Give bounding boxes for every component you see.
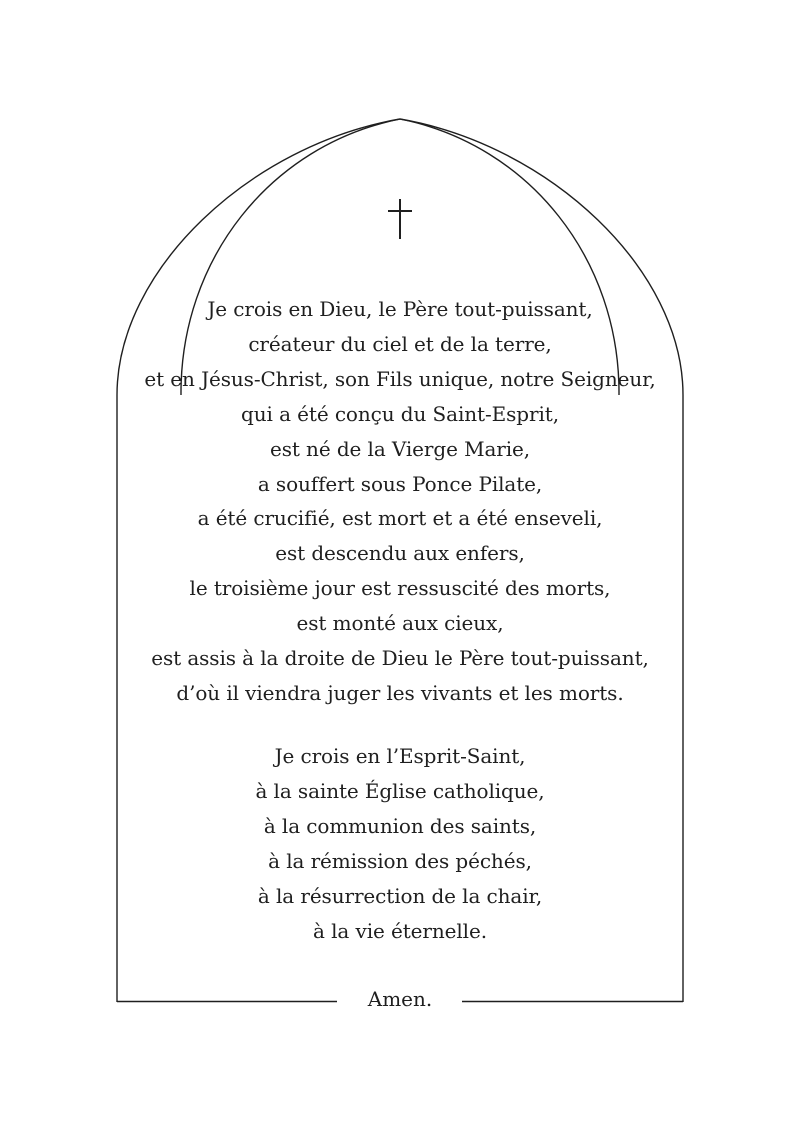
closing-amen: Amen.: [367, 987, 433, 1011]
verse-line: a été crucifié, est mort et a été enseveli,: [197, 506, 603, 531]
verse-line: est descendu aux enfers,: [275, 541, 525, 566]
verse-line: est assis à la droite de Dieu le Père tout-puissant,: [151, 646, 649, 671]
creed-stanza-1: [100, 292, 700, 711]
verse-line: à la rémission des péchés,: [268, 848, 532, 873]
verse-line: Je crois en l’Esprit-Saint,: [274, 744, 526, 768]
verse-line: d’où il viendra juger les vivants et les morts.: [176, 680, 624, 705]
verse-line: a souffert sous Ponce Pilate,: [257, 471, 543, 496]
verse-line: est né de la Vierge Marie,: [269, 436, 531, 461]
verse-line: à la vie éternelle.: [313, 918, 487, 943]
verse-line: à la communion des saints,: [263, 813, 537, 838]
verse-line: qui a été conçu du Saint-Esprit,: [241, 401, 559, 426]
latin-cross-icon: [383, 198, 417, 240]
verse-line: et en Jésus-Christ, son Fils unique, notre Seigneur,: [144, 366, 656, 391]
verse-line: le troisième jour est ressuscité des morts,: [189, 576, 611, 601]
verse-line: à la résurrection de la chair,: [257, 883, 543, 908]
creed-stanza-2: [100, 739, 700, 948]
verse-line: créateur du ciel et de la terre,: [248, 331, 552, 356]
verse-line: est monté aux cieux,: [296, 611, 504, 636]
verse-line: à la sainte Église catholique,: [255, 778, 545, 803]
verse-line: Je crois en Dieu, le Père tout-puissant,: [207, 297, 593, 321]
